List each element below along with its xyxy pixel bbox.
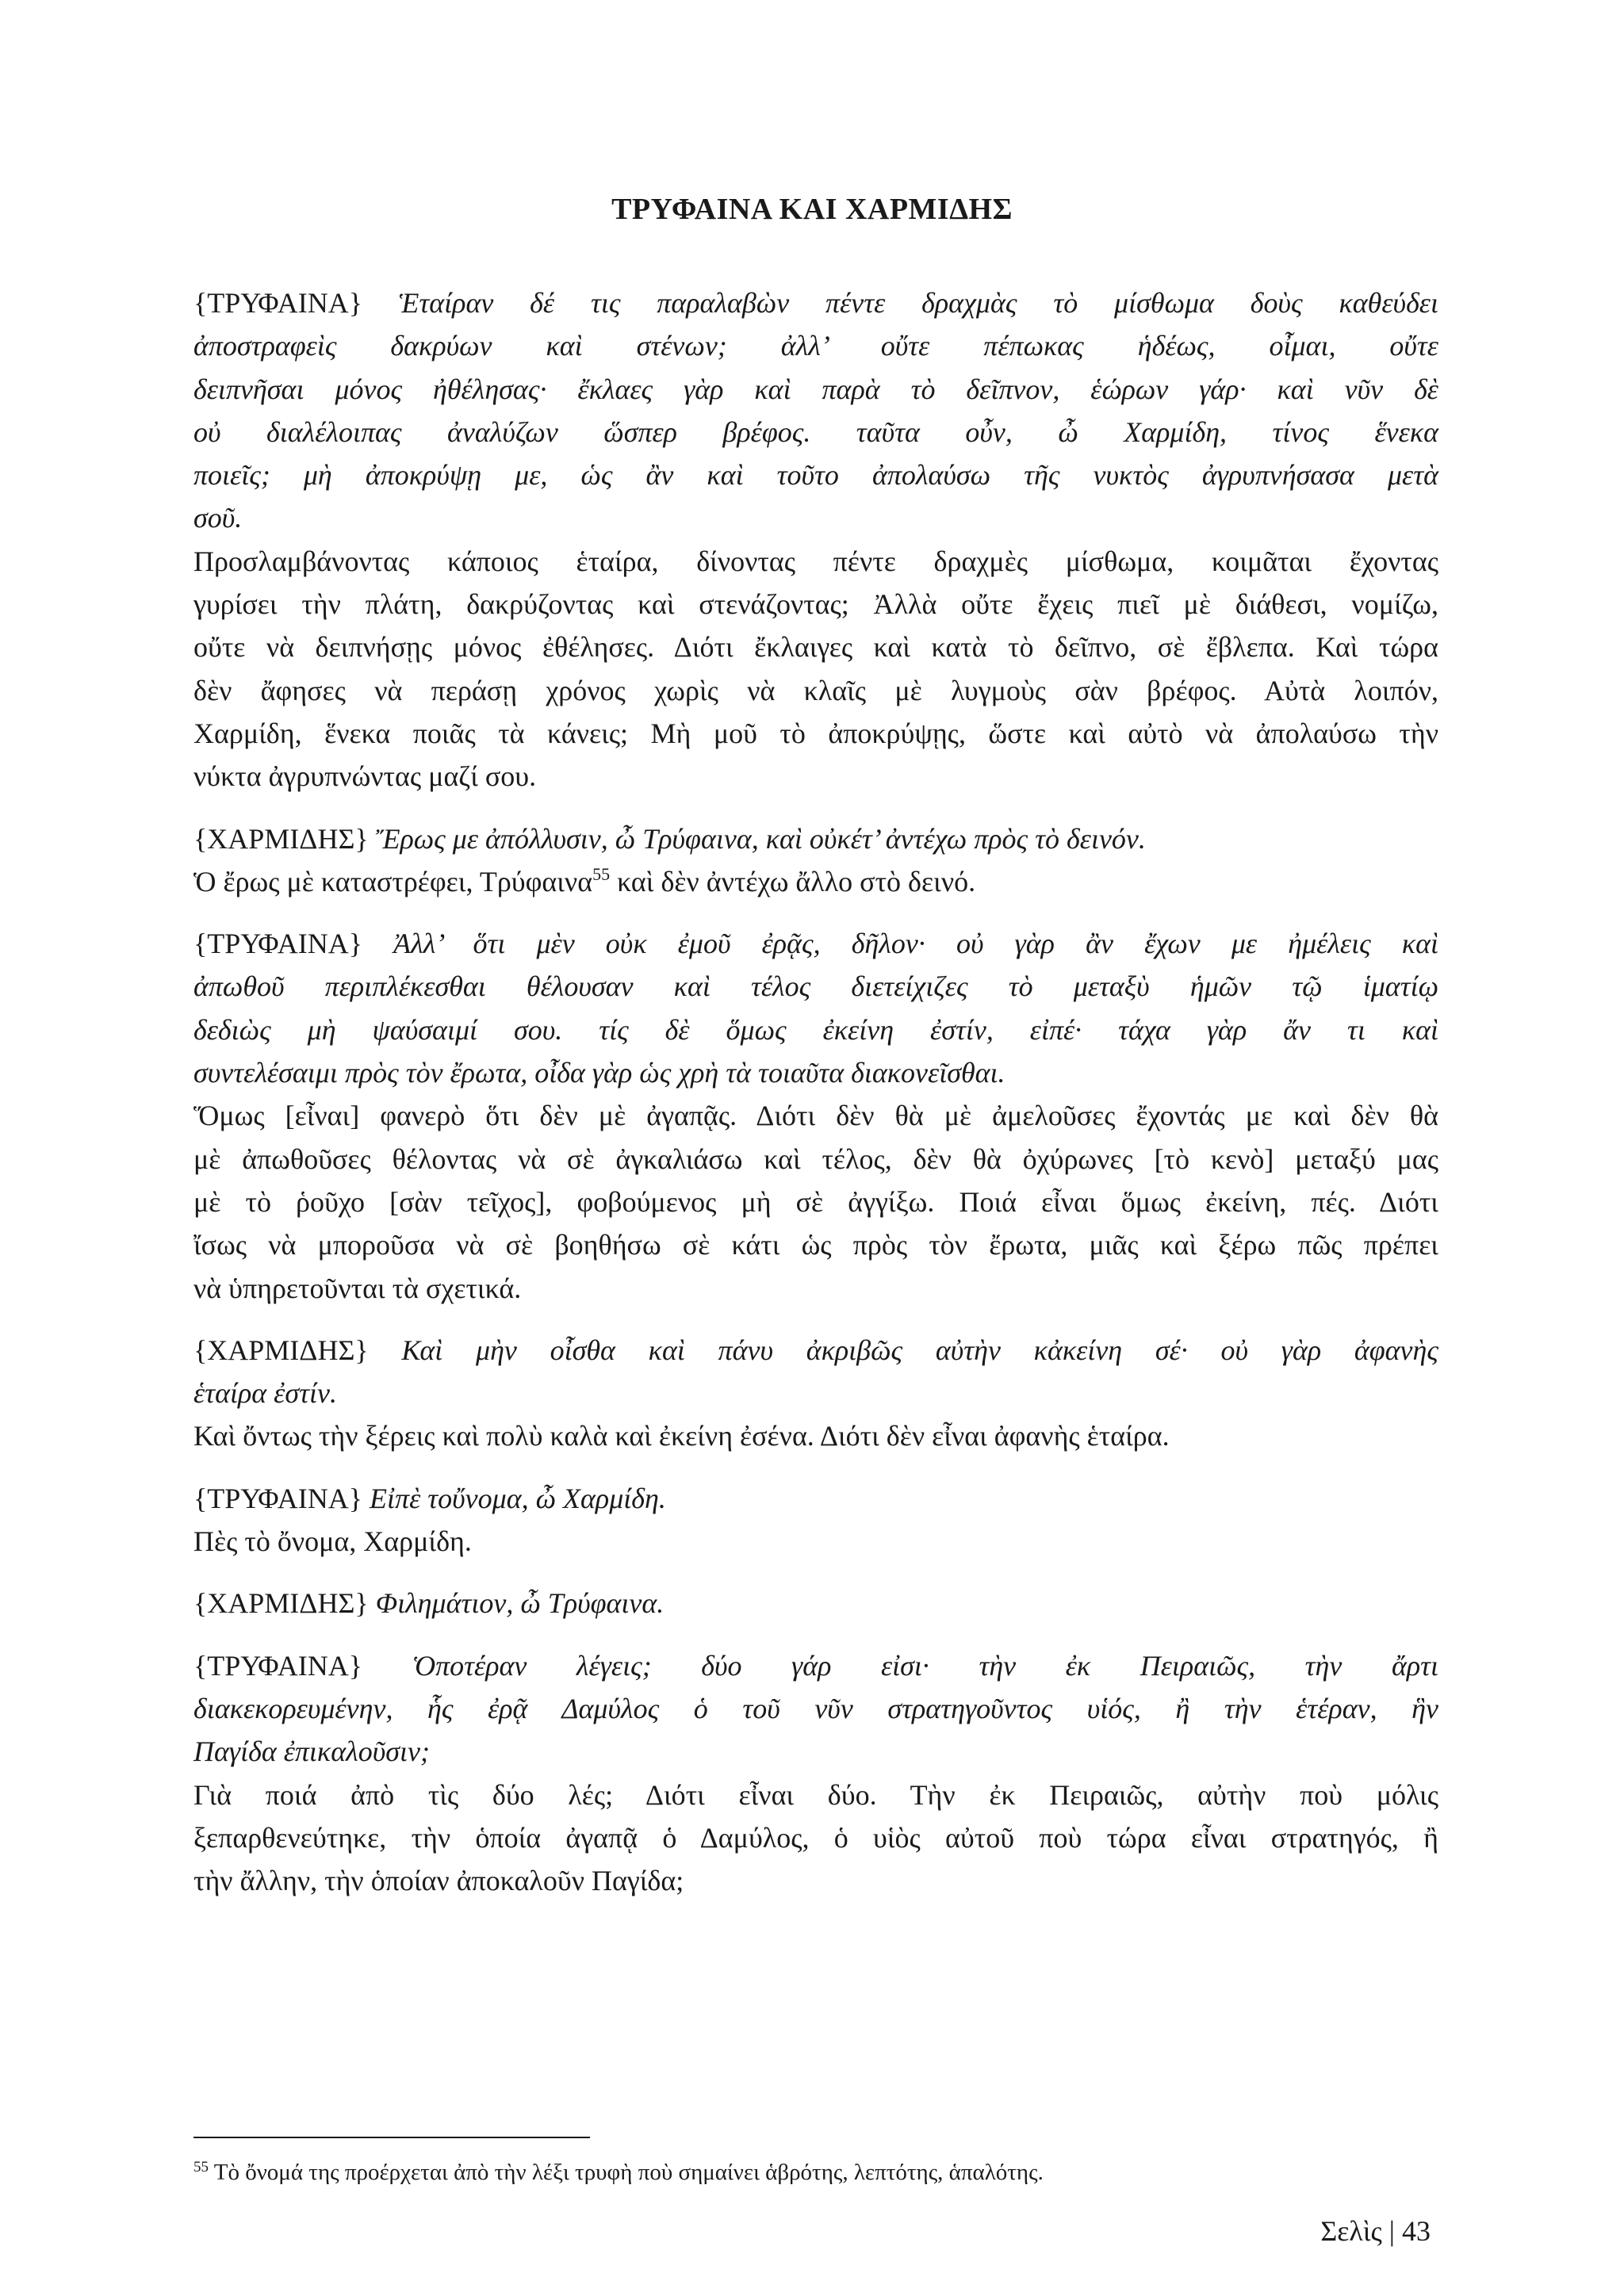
translation-line: γυρίσει τὴν πλάτη, δακρύζοντας καὶ στενάζοντας; Ἀλλὰ οὔτε ἔχεις πιεῖ μὲ διάθεσι, νομίζω, — [193, 588, 1438, 621]
speaker-label: {ΤΡΥΦΑΙΝΑ} — [193, 287, 363, 319]
greek-line: ἀποστραφεὶς δακρύων καὶ στένων; ἀλλ’ οὔτε πέπωκας ἡδέως, οἶμαι, οὔτε — [193, 330, 1438, 362]
speaker-label: {ΧΑΡΜΙΔΗΣ} — [193, 1587, 369, 1620]
greek-text: Ἀλλ’ ὅτι μὲν οὐκ ἐμοῦ ἐρᾷς, δῆλον· οὐ γὰρ ἂν ἔχων με ἠμέλεις καὶ — [393, 928, 1439, 960]
greek-text: Ἑταίραν δέ τις παραλαβὼν πέντε δραχμὰς τὸ μίσθωμα δοὺς καθεύδει — [398, 287, 1438, 319]
translation-line: Προσλαμβάνοντας κάποιος ἑταίρα, δίνοντας πέντε δραχμὲς μίσθωμα, κοιμᾶται ἔχοντας — [193, 545, 1438, 577]
speaker-label: {ΤΡΥΦΑΙΝΑ} — [193, 1649, 363, 1682]
greek-text: Φιλημάτιον, ὦ Τρύφαινα. — [375, 1587, 665, 1620]
greek-line: ποιεῖς; μὴ ἀποκρύψῃ με, ὡς ἂν καὶ τοῦτο ἀπολαύσω τῆς νυκτὸς ἀγρυπνήσασα μετὰ — [193, 459, 1438, 492]
speaker-label: {ΧΑΡΜΙΔΗΣ} — [193, 822, 369, 855]
greek-text: Εἰπὲ τοὔνομα, ὦ Χαρμίδη. — [370, 1482, 666, 1514]
dialogue-block-charmides-2 — [193, 1329, 1438, 1458]
greek-line: διακεκορευμένην, ἧς ἐρᾷ Δαμύλος ὁ τοῦ νῦν στρατηγοῦντος υἱός, ἢ τὴν ἑτέραν, ἣν — [193, 1692, 1438, 1724]
footnote-number: 55 — [193, 2159, 209, 2175]
greek-line — [193, 1329, 1438, 1372]
greek-line — [193, 817, 1438, 860]
footnote-reference: 55 — [592, 863, 611, 884]
page-title: ΤΡΥΦΑΙΝΑ ΚΑΙ ΧΑΡΜΙΔΗΣ — [611, 193, 1013, 226]
greek-line: δειπνῆσαι μόνος ἠθέλησας· ἔκλαες γὰρ καὶ παρὰ τὸ δεῖπνον, ἑώρων γάρ· καὶ νῦν δὲ — [193, 373, 1438, 405]
greek-line: οὐ διαλέλοιπας ἀναλύζων ὥσπερ βρέφος. ταῦτα οὖν, ὦ Χαρμίδη, τίνος ἕνεκα — [193, 415, 1438, 448]
dialogue-block-tryphaina-3 — [193, 1477, 1438, 1563]
greek-line: ἀπωθοῦ περιπλέκεσθαι θέλουσαν καὶ τέλος διετείχιζες τὸ μεταξὺ ἡμῶν τῷ ἱματίῳ — [193, 970, 1438, 1003]
footnote-text: Τὸ ὄνομά της προέρχεται ἀπὸ τὴν λέξι τρυφὴ ποὺ σημαίνει ἁβρότης, λεπτότης, ἁπαλότης. — [213, 2160, 1044, 2185]
dialogue-body — [193, 281, 1438, 1921]
speaker-label: {ΤΡΥΦΑΙΝΑ} — [193, 928, 363, 960]
translation-line: Πὲς τὸ ὄνομα, Χαρμίδη. — [193, 1525, 472, 1558]
translation-line: δὲν ἄφησες νὰ περάσῃ χρόνος χωρὶς νὰ κλαῖς μὲ λυγμοὺς σὰν βρέφος. Αὐτὰ λοιπόν, — [193, 674, 1438, 706]
translation-line: νὰ ὑπηρετοῦνται τὰ σχετικά. — [193, 1272, 522, 1304]
greek-line: ἑταίρα ἐστίν. — [193, 1377, 337, 1410]
dialogue-block-charmides-1 — [193, 817, 1438, 904]
greek-line — [193, 1477, 1438, 1520]
translation-line: ἴσως νὰ μποροῦσα νὰ σὲ βοηθήσω σὲ κάτι ὡς πρὸς τὸν ἔρωτα, μιᾶς καὶ ξέρω πῶς πρέπει — [193, 1229, 1438, 1261]
translation-line: μὲ τὸ ῥοῦχο [σὰν τεῖχος], φοβούμενος μὴ σὲ ἀγγίξω. Ποιά εἶναι ὅμως ἐκείνη, πές. Διότι — [193, 1185, 1438, 1218]
greek-line — [193, 1644, 1438, 1687]
footnote — [193, 2160, 1044, 2186]
translation-line: τὴν ἄλλην, τὴν ὁποίαν ἀποκαλοῦν Παγίδα; — [193, 1865, 684, 1897]
translation-text: καὶ δὲν ἀντέχω ἄλλο στὸ δεινό. — [610, 865, 976, 897]
dialogue-block-tryphaina-2 — [193, 922, 1438, 1310]
greek-text: Ὁποτέραν λέγεις; δύο γάρ εἰσι· τὴν ἐκ Πειραιῶς, τὴν ἄρτι — [412, 1649, 1439, 1682]
dialogue-block-tryphaina-4 — [193, 1644, 1438, 1903]
dialogue-block-tryphaina-1 — [193, 281, 1438, 798]
translation-line: οὔτε νὰ δειπνήσῃς μόνος ἐθέλησες. Διότι ἔκλαιγες καὶ κατὰ τὸ δεῖπνο, σὲ ἔβλεπα. Καὶ τώρα — [193, 631, 1438, 664]
translation-line: νύκτα ἀγρυπνώντας μαζί σου. — [193, 760, 537, 793]
page-number: Σελὶς | 43 — [1320, 2215, 1431, 2247]
dialogue-block-charmides-3 — [193, 1582, 1438, 1624]
greek-line: σοῦ. — [193, 502, 243, 534]
translation-line: Γιὰ ποιά ἀπὸ τὶς δύο λές; Διότι εἶναι δύο. Τὴν ἐκ Πειραιῶς, αὐτὴν ποὺ μόλις — [193, 1778, 1438, 1811]
translation-line: μὲ ἀπωθοῦσες θέλοντας νὰ σὲ ἀγκαλιάσω καὶ τέλος, δὲν θὰ ὀχύρωνες [τὸ κενὸ] μεταξύ μας — [193, 1142, 1438, 1175]
translation-line: ξεπαρθενεύτηκε, τὴν ὁποία ἀγαπᾷ ὁ Δαμύλος, ὁ υἱὸς αὐτοῦ ποὺ τώρα εἶναι στρατηγός, ἢ — [193, 1821, 1438, 1854]
translation-line: Ὅμως [εἶναι] φανερὸ ὅτι δὲν μὲ ἀγαπᾷς. Διότι δὲν θὰ μὲ ἀμελοῦσες ἔχοντάς με καὶ δὲν θὰ — [193, 1100, 1438, 1132]
speaker-label: {ΤΡΥΦΑΙΝΑ} — [193, 1482, 363, 1514]
greek-line — [193, 281, 1438, 324]
footnote-separator — [193, 2137, 590, 2138]
greek-text: Ἔρως με ἀπόλλυσιν, ὦ Τρύφαινα, καὶ οὐκέτ’ ἀντέχω πρὸς τὸ δεινόν. — [375, 822, 1146, 855]
translation-text: Ὁ ἔρως μὲ καταστρέφει, Τρύφαινα — [193, 865, 593, 897]
translation-line: Καὶ ὄντως τὴν ξέρεις καὶ πολὺ καλὰ καὶ ἐκείνη ἐσένα. Διότι δὲν εἶναι ἀφανὴς ἑταίρα. — [193, 1420, 1170, 1452]
speaker-label: {ΧΑΡΜΙΔΗΣ} — [193, 1334, 369, 1366]
greek-text: Καὶ μὴν οἶσθα καὶ πάνυ ἀκριβῶς αὐτὴν κἀκείνη σέ· οὐ γὰρ ἀφανὴς — [401, 1334, 1438, 1366]
greek-line — [193, 922, 1438, 965]
greek-line: δεδιὼς μὴ ψαύσαιμί σου. τίς δὲ ὅμως ἐκείνη ἐστίν, εἰπέ· τάχα γὰρ ἄν τι καὶ — [193, 1013, 1438, 1046]
greek-line: Παγίδα ἐπικαλοῦσιν; — [193, 1735, 430, 1768]
translation-line — [193, 860, 1438, 903]
greek-line: συντελέσαιμι πρὸς τὸν ἔρωτα, οἶδα γὰρ ὡς χρὴ τὰ τοιαῦτα διακονεῖσθαι. — [193, 1057, 1005, 1089]
translation-line: Χαρμίδη, ἕνεκα ποιᾶς τὰ κάνεις; Μὴ μοῦ τὸ ἀποκρύψῃς, ὥστε καὶ αὐτὸ νὰ ἀπολαύσω τὴν — [193, 717, 1438, 749]
greek-line — [193, 1582, 1438, 1624]
